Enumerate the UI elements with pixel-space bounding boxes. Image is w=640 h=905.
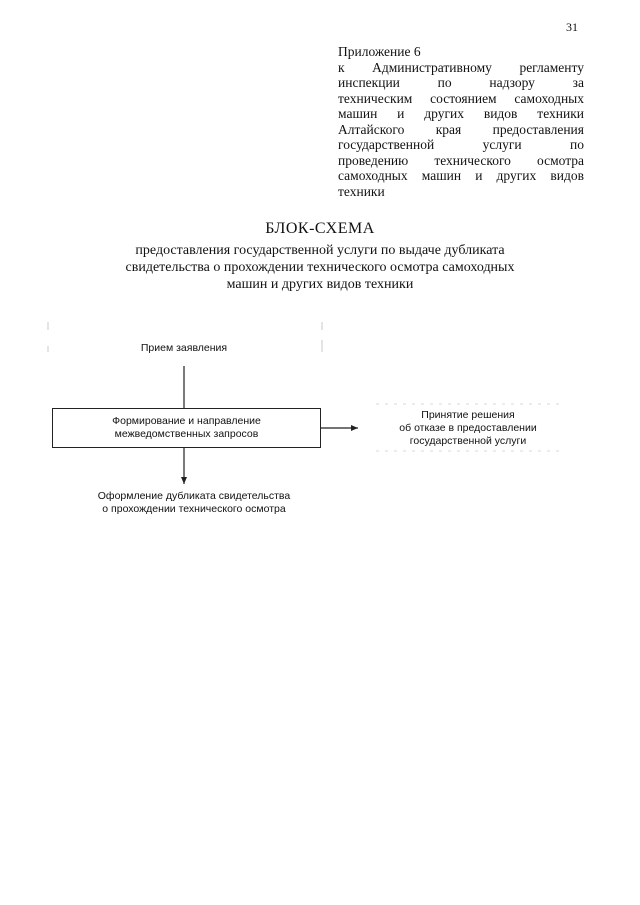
annex-line: техники xyxy=(338,183,385,199)
page-number: 31 xyxy=(566,20,578,34)
step-refusal-line: Принятие решения xyxy=(421,409,515,421)
step-requests-line: Формирование и направление xyxy=(112,415,261,427)
annex-line: проведению технического осмотра xyxy=(338,152,584,168)
annex-line: государственной услуги по xyxy=(338,137,584,152)
step-refusal-line: государственной услуги xyxy=(409,435,527,447)
title-subtitle-line: предоставления государственной услуги по выдаче дубликата xyxy=(135,243,505,258)
step-requests-label xyxy=(52,415,321,441)
step-refusal-label xyxy=(370,409,566,448)
step-refusal-line: об отказе в предоставлении xyxy=(399,422,537,434)
step-receive-application: Прием заявления xyxy=(140,342,228,354)
title-main: БЛОК-СХЕМА xyxy=(265,220,375,237)
step-duplicate-line: Оформление дубликата свидетельства xyxy=(97,490,291,502)
annex-line: Приложение 6 xyxy=(338,44,421,59)
title-subtitle-line: свидетельства о прохождении технического осмотра самоходных xyxy=(125,260,515,275)
annex-line: инспекции по надзору за xyxy=(338,75,584,90)
step-duplicate-label xyxy=(64,490,324,516)
step-duplicate-line: о прохождении технического осмотра xyxy=(102,503,286,515)
annex-line: к Административному регламенту xyxy=(338,59,584,75)
annex-line: Алтайского края предоставления xyxy=(338,121,584,137)
title-subtitle-line: машин и других видов техники xyxy=(226,277,414,292)
annex-line: машин и других видов техники xyxy=(338,106,584,121)
step-requests-line: межведомственных запросов xyxy=(114,428,259,440)
annex-line: техническим состоянием самоходных xyxy=(338,90,584,106)
annex-line: самоходных машин и других видов xyxy=(338,168,584,183)
